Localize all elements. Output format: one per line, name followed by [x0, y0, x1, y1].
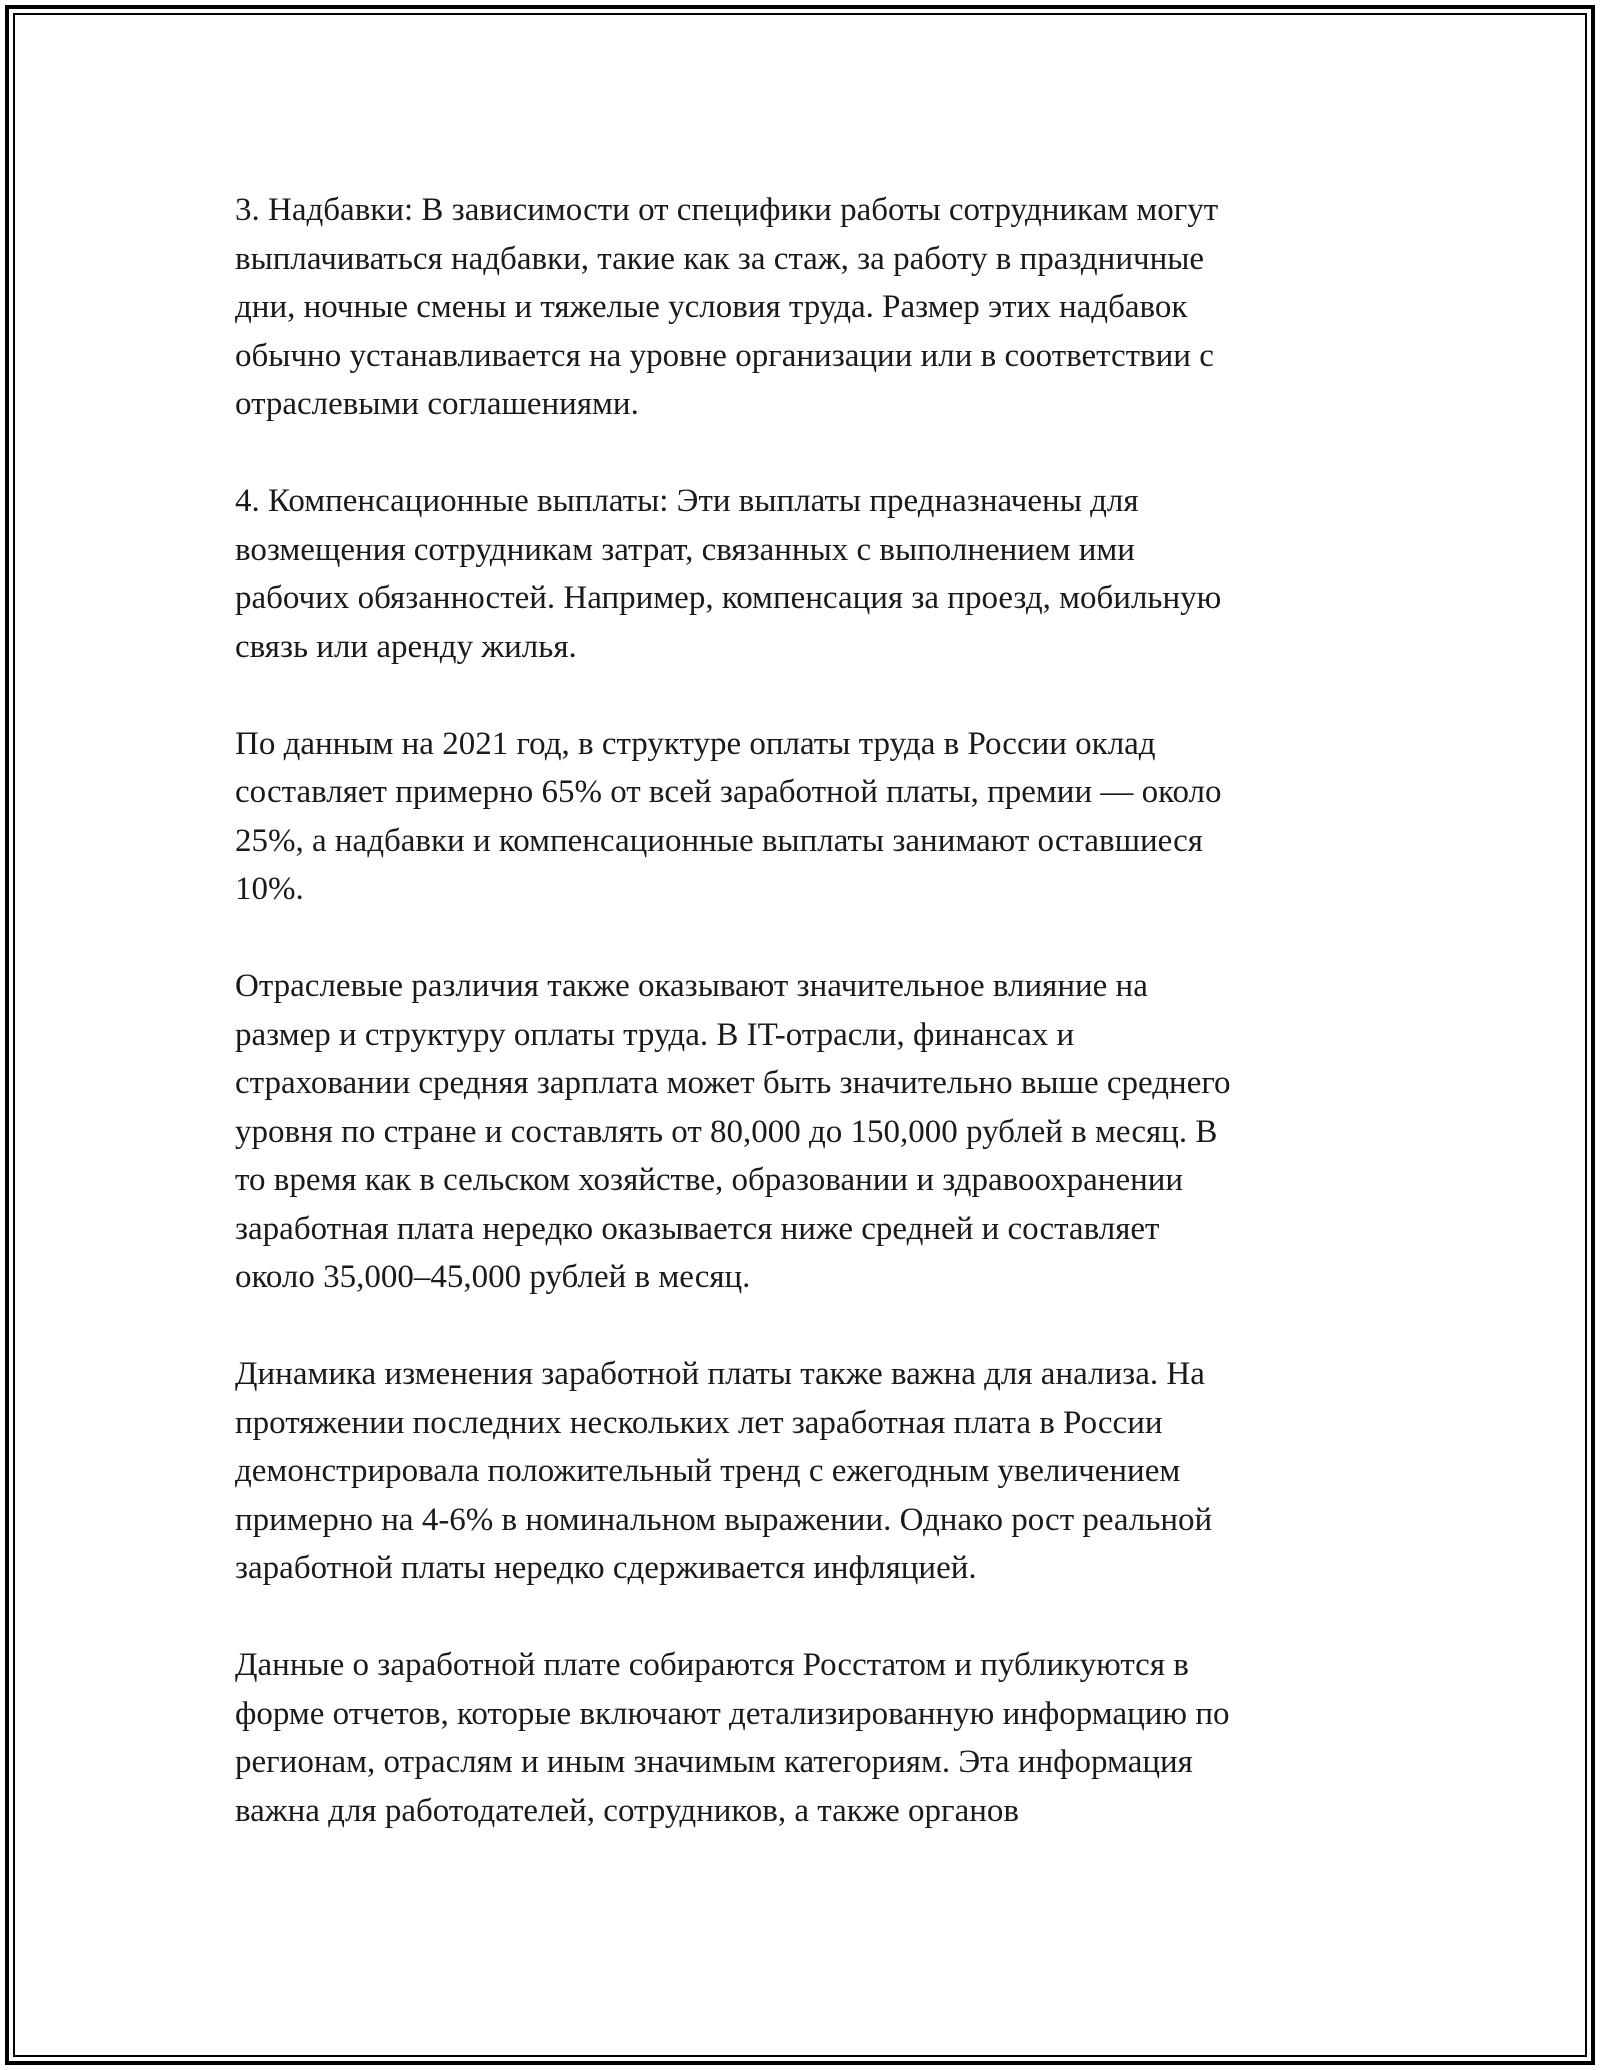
paragraph-allowances: [235, 186, 1395, 429]
text-line: Отраслевые различия также оказывают значительное влияние на: [235, 968, 1148, 1004]
text-line: отраслевыми соглашениями.: [235, 386, 639, 422]
text-line: примерно на 4-6% в номинальном выражении. Однако рост реальной: [235, 1501, 1213, 1538]
text-line: Данные о заработной плате собираются Росстатом и публикуются в: [235, 1647, 1189, 1683]
text-line: заработной платы нередко сдерживается инфляцией.: [235, 1550, 977, 1586]
text-line: обычно устанавливается на уровне организации или в соответствии с: [235, 337, 1214, 374]
text-line: демонстрировала положительный тренд с ежегодным увеличением: [235, 1453, 1181, 1489]
text-line: заработная плата нередко оказывается ниже средней и составляет: [235, 1210, 1160, 1247]
paragraph-wage-dynamics: [235, 1350, 1395, 1593]
document-body: [235, 186, 1395, 1835]
paragraph-pay-structure-2021: [235, 720, 1395, 914]
text-line: По данным на 2021 год, в структуре оплаты труда в России оклад: [235, 725, 1156, 762]
text-line: возмещения сотрудникам затрат, связанных с выполнением ими: [235, 531, 1135, 568]
text-line: выплачиваться надбавки, такие как за стаж, за работу в праздничные: [235, 240, 1205, 277]
text-line: Динамика изменения заработной платы также важна для анализа. На: [235, 1356, 1205, 1392]
text-line: то время как в сельском хозяйстве, образовании и здравоохранении: [235, 1162, 1184, 1198]
text-line: рабочих обязанностей. Например, компенсация за проезд, мобильную: [235, 580, 1222, 616]
text-line: важна для работодателей, сотрудников, а также органов: [235, 1792, 1019, 1829]
text-line: форме отчетов, которые включают детализированную информацию по: [235, 1695, 1230, 1732]
text-line: 3. Надбавки: В зависимости от специфики работы сотрудникам могут: [235, 192, 1219, 228]
text-line: 25%, а надбавки и компенсационные выплаты занимают оставшиеся: [235, 822, 1203, 859]
text-line: около 35,000–45,000 рублей в месяц.: [235, 1259, 751, 1295]
text-line: протяжении последних нескольких лет заработная плата в России: [235, 1404, 1163, 1441]
paragraph-rosstat-data: [235, 1641, 1395, 1835]
paragraph-compensation: [235, 477, 1395, 671]
text-line: 4. Компенсационные выплаты: Эти выплаты предназначены для: [235, 483, 1139, 519]
text-line: размер и структуру оплаты труда. В IT-отрасли, финансах и: [235, 1016, 1075, 1053]
text-line: уровня по стране и составлять от 80,000 до 150,000 рублей в месяц. В: [235, 1113, 1218, 1150]
text-line: связь или аренду жилья.: [235, 628, 577, 665]
text-line: 10%.: [235, 871, 304, 907]
paragraph-industry-differences: [235, 962, 1395, 1302]
text-line: регионам, отраслям и иным значимым категориям. Эта информация: [235, 1744, 1193, 1780]
text-line: страховании средняя зарплата может быть значительно выше среднего: [235, 1065, 1231, 1101]
text-line: составляет примерно 65% от всей заработной платы, премии — около: [235, 774, 1222, 810]
text-line: дни, ночные смены и тяжелые условия труда. Размер этих надбавок: [235, 289, 1188, 325]
